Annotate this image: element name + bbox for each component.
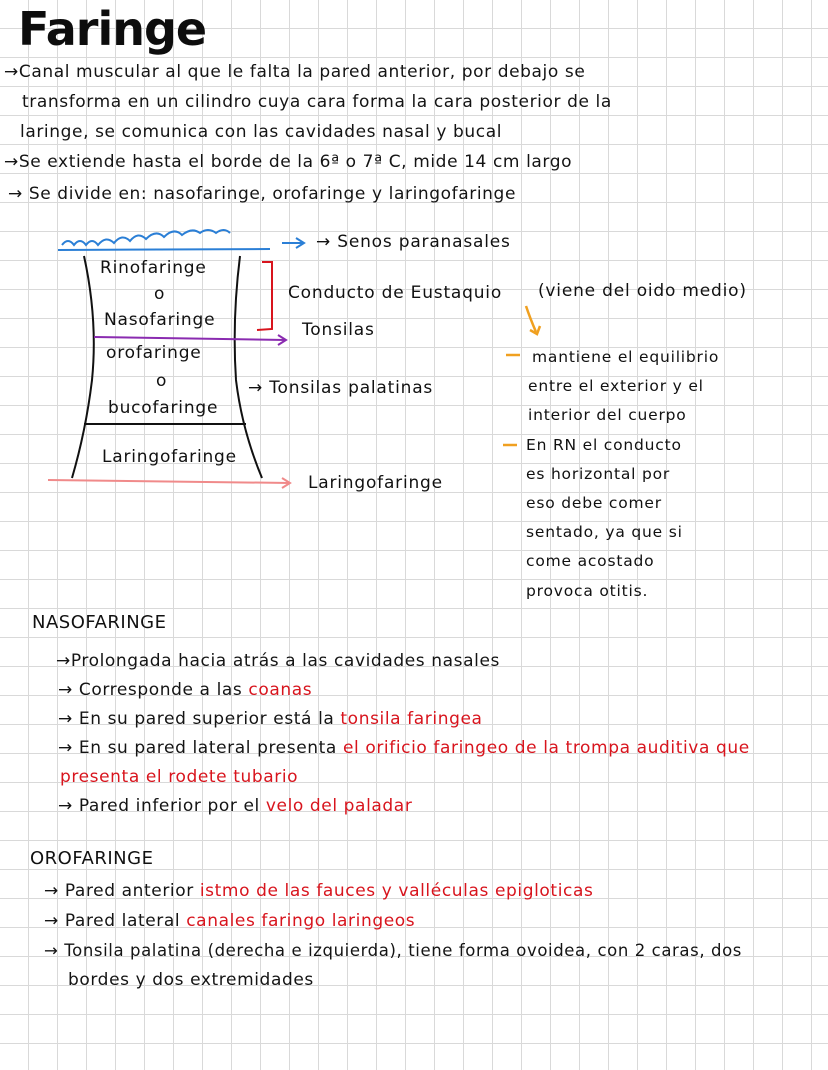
rinofaringe-or-label: o	[154, 284, 166, 304]
senos-paranasales-label: → Senos paranasales	[316, 232, 511, 252]
nasofaringe-item-5	[58, 796, 412, 816]
page-title: Faringe	[18, 2, 207, 56]
orofaringe-label: orofaringe	[106, 343, 202, 363]
intro-bullet-1-line-2: transforma en un cilindro cuya cara forma la cara posterior de la	[22, 92, 612, 112]
item-text: → Pared anterior	[44, 881, 200, 901]
intro-bullet-1-line-1: →Canal muscular al que le falta la pared anterior, por debajo se	[4, 62, 586, 82]
item-highlight: tonsila faringea	[340, 709, 483, 729]
senos-squiggle-icon	[58, 230, 304, 250]
orofaringe-heading: OROFARINGE	[30, 848, 154, 869]
nasofaringe-item-3	[58, 709, 483, 729]
eustaquio-bracket-icon	[257, 262, 272, 330]
note-1-line-1: mantiene el equilibrio	[532, 348, 720, 366]
note-2-line-4: sentado, ya que si	[526, 523, 683, 541]
item-highlight: canales faringo laringeos	[186, 911, 416, 931]
note-1-line-3: interior del cuerpo	[528, 406, 687, 424]
note-2-line-2: es horizontal por	[526, 465, 671, 483]
item-highlight: el orificio faringeo de la trompa auditiva que	[342, 738, 750, 758]
item-highlight: istmo de las fauces y valléculas epigloticas	[199, 881, 594, 901]
laringofaringe-arrow-label: Laringofaringe	[308, 473, 443, 493]
item-text: → En su pared superior está la	[58, 709, 341, 729]
nasofaringe-label: Nasofaringe	[104, 310, 216, 330]
intro-bullet-2: →Se extiende hasta el borde de la 6ª o 7ª C, mide 14 cm largo	[4, 152, 573, 172]
nasofaringe-item-2	[58, 680, 312, 700]
orofaringe-item-3: → Tonsila palatina (derecha e izquierda), tiene forma ovoidea, con 2 caras, dos	[44, 941, 742, 960]
eustaquio-label: Conducto de Eustaquio	[288, 283, 503, 303]
laringofaringe-section-label: Laringofaringe	[102, 447, 237, 467]
orofaringe-item-1	[44, 881, 593, 901]
note-2-line-1: En RN el conducto	[526, 436, 682, 454]
note-1-line-2: entre el exterior y el	[528, 377, 704, 395]
bucofaringe-label: bucofaringe	[108, 398, 219, 418]
nasofaringe-item-1	[56, 651, 500, 671]
rinofaringe-label: Rinofaringe	[100, 258, 207, 278]
item-highlight: velo del paladar	[265, 796, 413, 816]
orange-arrow-down-icon	[526, 306, 540, 334]
laringofaringe-arrow-icon	[48, 478, 290, 488]
intro-bullet-1-line-3: laringe, se comunica con las cavidades nasal y bucal	[20, 122, 503, 142]
note-2-line-3: eso debe comer	[526, 494, 662, 512]
orofaringe-item-2	[44, 911, 415, 931]
intro-bullet-3: → Se divide en: nasofaringe, orofaringe y laringofaringe	[8, 184, 516, 204]
item-text: → Pared lateral	[44, 911, 187, 931]
tonsilas-palatinas-label: → Tonsilas palatinas	[248, 378, 434, 398]
tonsilas-label: Tonsilas	[302, 320, 375, 340]
eustaquio-origin-label: (viene del oido medio)	[538, 281, 747, 301]
note-2-line-5: come acostado	[526, 552, 655, 570]
orofaringe-item-3-cont: bordes y dos extremidades	[68, 970, 314, 990]
orofaringe-or-label: o	[156, 371, 168, 391]
item-text: → Corresponde a las	[58, 680, 249, 700]
item-text: → En su pared lateral presenta	[58, 738, 343, 758]
nasofaringe-item-4-cont: presenta el rodete tubario	[60, 767, 299, 787]
item-text: → Pared inferior por el	[58, 796, 266, 816]
pharynx-outline	[72, 256, 262, 478]
note-2-line-6: provoca otitis.	[526, 582, 649, 600]
item-highlight: coanas	[248, 680, 313, 700]
item-text: →Prolongada hacia atrás a las cavidades nasales	[56, 651, 500, 671]
nasofaringe-heading: NASOFARINGE	[32, 612, 167, 633]
nasofaringe-item-4	[58, 738, 750, 758]
